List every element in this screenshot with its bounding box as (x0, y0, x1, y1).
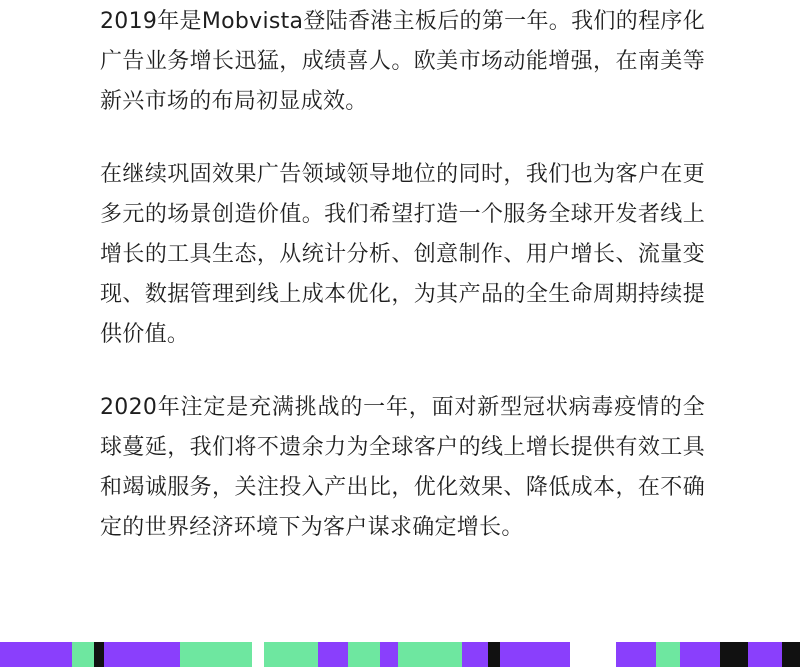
bar-segment (72, 642, 94, 667)
decorative-color-bar (0, 642, 800, 667)
bar-segment (104, 642, 180, 667)
paragraph-1: 2019年是Mobvista登陆香港主板后的第一年。我们的程序化广告业务增长迅猛，成绩喜人。欧美市场动能增强，在南美等新兴市场的布局初显成效。 (100, 9, 705, 114)
bar-segment (570, 642, 616, 667)
bar-segment (488, 642, 500, 667)
bar-segment (462, 642, 488, 667)
bar-segment (720, 642, 748, 667)
bar-segment (348, 642, 380, 667)
bar-segment (680, 642, 720, 667)
bar-segment (380, 642, 398, 667)
bar-segment (500, 642, 570, 667)
article-body (100, 0, 705, 548)
bar-segment (264, 642, 318, 667)
paragraph-2: 在继续巩固效果广告领域领导地位的同时，我们也为客户在更多元的场景创造价值。我们希望打造一个服务全球开发者线上增长的工具生态，从统计分析、创意制作、用户增长、流量变现、数据管理到线上成本优化，为其产品的全生命周期持续提供价值。 (100, 162, 705, 347)
bar-segment (398, 642, 462, 667)
bar-segment (180, 642, 252, 667)
bar-segment (252, 642, 264, 667)
bar-segment (748, 642, 782, 667)
bar-segment (782, 642, 800, 667)
paragraph-3: 2020年注定是充满挑战的一年，面对新型冠状病毒疫情的全球蔓延，我们将不遗余力为全球客户的线上增长提供有效工具和竭诚服务，关注投入产出比，优化效果、降低成本，在不确定的世界经济环境下为客户谋求确定增长。 (100, 395, 705, 540)
bar-segment (94, 642, 104, 667)
bar-segment (616, 642, 656, 667)
bar-segment (656, 642, 680, 667)
bar-segment (0, 642, 72, 667)
bar-segment (318, 642, 348, 667)
